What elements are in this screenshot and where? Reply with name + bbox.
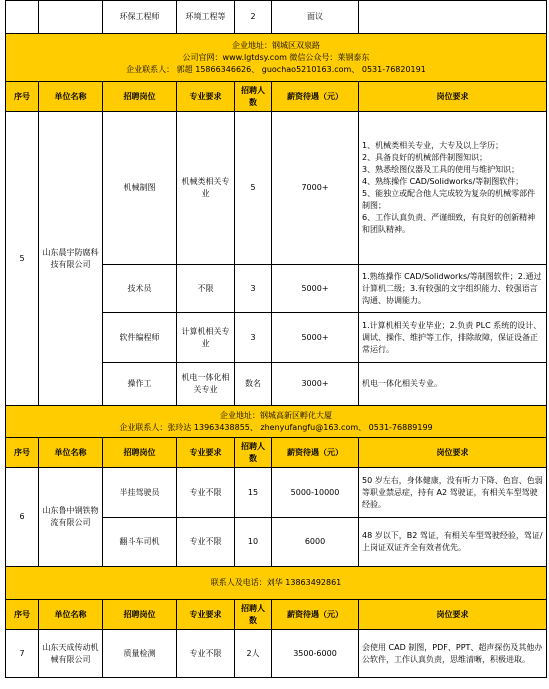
unit-cell: 山东鲁中钢铁物流有限公司	[39, 468, 103, 567]
duties-cell: 48 岁以下，B2 驾证，有相关车型驾驶经验，驾证/上岗证双证齐全有效者优先。	[359, 518, 547, 567]
header-salary: 薪资待遇（元）	[272, 600, 359, 630]
requirement-cell: 机械类相关专业	[177, 112, 235, 265]
position-cell: 技术员	[103, 265, 177, 313]
count-cell: 3	[235, 313, 272, 363]
salary-cell: 5000+	[272, 313, 359, 363]
header-position: 招聘岗位	[103, 82, 177, 112]
no-cell: 5	[6, 112, 39, 406]
unit-cell: 山东天成传动机械有限公司	[39, 630, 103, 678]
duties-cell: 机电一体化相关专业。	[359, 363, 547, 406]
requirement-cell: 计算机相关专业	[177, 313, 235, 363]
table-row	[6, 1, 547, 34]
header-duties: 岗位要求	[359, 600, 547, 630]
count-cell: 2人	[235, 630, 272, 678]
position-cell: 翻斗车司机	[103, 518, 177, 567]
duty-line: 6、工作认真负责、严谨细致，有良好的创新精神和团队精神。	[362, 213, 536, 234]
salary-cell: 面议	[272, 1, 359, 34]
company-info-band	[6, 406, 547, 438]
header-duties: 岗位要求	[359, 82, 547, 112]
duties-cell: 会使用 CAD 制图，PDF、PPT、超声探伤及其他办公软件，工作认真负责，思维清晰，积极进取。	[359, 630, 547, 678]
duty-line: 5、能独立或配合他人完成较为复杂的机械零部件制图；	[362, 189, 536, 210]
header-position: 招聘岗位	[103, 600, 177, 630]
company-website: 公司官网：www.lgtdsy.com 微信公众号：莱钢泰东	[182, 52, 370, 62]
requirement-cell: 专业不限	[177, 518, 235, 567]
position-cell: 质量检测	[103, 630, 177, 678]
duties-cell	[359, 1, 547, 34]
count-cell: 15	[235, 468, 272, 518]
salary-cell: 3500-6000	[272, 630, 359, 678]
header-count: 招聘人数	[235, 438, 272, 468]
no-cell: 7	[6, 630, 39, 678]
salary-cell: 7000+	[272, 112, 359, 265]
salary-cell: 5000-10000	[272, 468, 359, 518]
recruitment-table	[5, 0, 547, 678]
duties-cell: 1.计算机相关专业毕业；2.负责 PLC 系统的设计、调试、操作、维护等工作，排除故障，保证设备正常运行。	[359, 313, 547, 363]
requirement-cell: 不限	[177, 265, 235, 313]
header-requirement: 专业要求	[177, 82, 235, 112]
header-salary: 薪资待遇（元）	[272, 82, 359, 112]
header-unit: 单位名称	[39, 82, 103, 112]
count-cell: 5	[235, 112, 272, 265]
unit-cell	[39, 1, 103, 34]
table-row	[6, 112, 547, 265]
header-duties: 岗位要求	[359, 438, 547, 468]
header-no: 序号	[6, 438, 39, 468]
duties-cell: 1.熟练操作 CAD/Solidworks/等制图软件；2.通过计算机二级；3.有较强的文字组织能力、较强语言沟通、协调能力。	[359, 265, 547, 313]
company-address: 企业地址：钢城高新区孵化大厦	[220, 410, 332, 420]
header-salary: 薪资待遇（元）	[272, 438, 359, 468]
duties-cell	[359, 112, 547, 265]
requirement-cell: 机电一体化相关专业	[177, 363, 235, 406]
salary-cell: 5000+	[272, 265, 359, 313]
header-no: 序号	[6, 82, 39, 112]
position-cell: 机械制图	[103, 112, 177, 265]
header-count: 招聘人数	[235, 600, 272, 630]
company-info-band	[6, 34, 547, 82]
requirement-cell: 专业不限	[177, 468, 235, 518]
position-cell: 半挂驾驶员	[103, 468, 177, 518]
unit-cell: 山东晨宇防腐科技有限公司	[39, 112, 103, 406]
company-contact: 联系人及电话：刘华 13863492861	[210, 578, 342, 587]
duty-line: 3、熟悉绘图仪器及工具的使用与维护知识；	[362, 165, 520, 174]
requirement-cell: 环境工程等	[177, 1, 235, 34]
salary-cell: 6000	[272, 518, 359, 567]
no-cell: 6	[6, 468, 39, 567]
no-cell	[6, 1, 39, 34]
count-cell: 10	[235, 518, 272, 567]
company-contact: 企业联系人：张玲达 13963438855、 zhenyufangfu@163.com、 0531-76889199	[119, 422, 433, 432]
requirement-cell: 专业不限	[177, 630, 235, 678]
duty-line: 1、机械类相关专业，大专及以上学历；	[362, 141, 504, 150]
duties-cell: 50 岁左右，身体健康，没有听力下降、色盲、色弱等职业禁忌症，持有 A2 驾驶证，有相关车型驾驶经验。	[359, 468, 547, 518]
header-no: 序号	[6, 600, 39, 630]
duty-line: 2、具备良好的机械部件制图知识；	[362, 153, 488, 162]
count-cell: 3	[235, 265, 272, 313]
table-header	[6, 600, 547, 630]
header-unit: 单位名称	[39, 600, 103, 630]
salary-cell: 3000+	[272, 363, 359, 406]
company-info-band	[6, 567, 547, 600]
header-count: 招聘人数	[235, 82, 272, 112]
table-header	[6, 438, 547, 468]
duty-line: 4、熟练操作 CAD/Solidworks/等制图软件；	[362, 177, 524, 186]
company-address: 企业地址：钢城区双泉路	[232, 40, 320, 50]
count-cell: 2	[235, 1, 272, 34]
table-header	[6, 82, 547, 112]
position-cell: 操作工	[103, 363, 177, 406]
position-cell: 软件编程师	[103, 313, 177, 363]
header-position: 招聘岗位	[103, 438, 177, 468]
header-requirement: 专业要求	[177, 438, 235, 468]
count-cell: 数名	[235, 363, 272, 406]
table-row	[6, 468, 547, 518]
position-cell: 环保工程师	[103, 1, 177, 34]
table-row	[6, 630, 547, 678]
company-contact: 企业联系人： 郭超 15866346626、 guochao5210163.com、 0531-76820191	[126, 64, 426, 74]
header-unit: 单位名称	[39, 438, 103, 468]
header-requirement: 专业要求	[177, 600, 235, 630]
